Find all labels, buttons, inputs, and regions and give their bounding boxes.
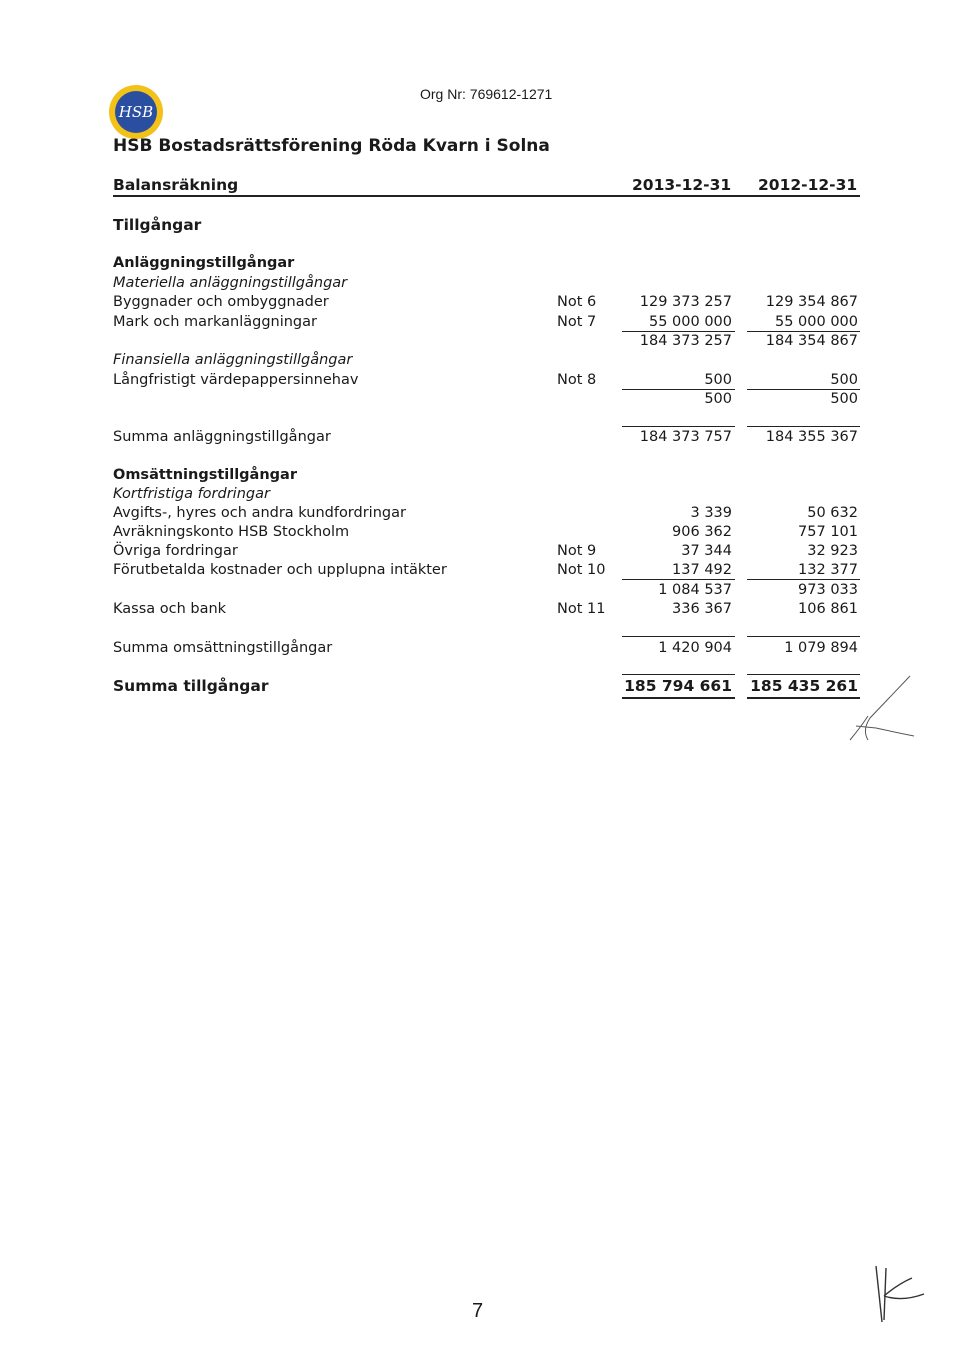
row-summa-anlaggningstillgangar: Summa anläggningstillgångar 184 373 757 184 355 367: [113, 429, 858, 445]
statement-title: Balansräkning: [113, 176, 239, 194]
handwritten-initials: [810, 670, 920, 750]
hsb-logo: [108, 84, 164, 140]
overline: [622, 636, 735, 637]
row-subtotal-kortfristiga: 1 084 537 973 033: [658, 582, 858, 598]
association-name: HSB Bostadsrättsförening Röda Kvarn i Solna: [113, 136, 550, 156]
row-ovriga-fordringar: Övriga fordringar Not 9 37 344 32 923: [113, 543, 858, 559]
row-avgifts: Avgifts-, hyres och andra kundfordringar 3 339 50 632: [113, 505, 858, 521]
section-tillgangar: Tillgångar: [113, 216, 202, 234]
handwritten-signature: [862, 1262, 932, 1332]
subheading-materiella: Materiella anläggningstillgångar: [113, 275, 348, 291]
row-forutbetalda: Förutbetalda kostnader och upplupna intäkter Not 10 137 492 132 377: [113, 562, 858, 578]
row-summa-omsattningstillgangar: Summa omsättningstillgångar 1 420 904 1 079 894: [113, 640, 858, 656]
row-byggnader: Byggnader och ombyggnader Not 6 129 373 257 129 354 867: [113, 294, 858, 310]
row-mark: Mark och markanläggningar Not 7 55 000 000 55 000 000: [113, 314, 858, 330]
heading-omsattningstillgangar: Omsättningstillgångar: [113, 467, 297, 483]
subheading-finansiella: Finansiella anläggningstillgångar: [113, 352, 353, 368]
column-header-2013: 2013-12-31: [632, 176, 732, 194]
subheading-kortfristiga: Kortfristiga fordringar: [113, 486, 270, 502]
double-underline: [622, 697, 735, 699]
overline: [747, 636, 860, 637]
page-number: 7: [472, 1300, 484, 1322]
row-summa-tillgangar: Summa tillgångar 185 794 661 185 435 261: [113, 677, 858, 695]
row-subtotal-finansiella: 500 500: [704, 391, 858, 407]
row-kassa-och-bank: Kassa och bank Not 11 336 367 106 861: [113, 601, 858, 617]
logo-text: HSB: [118, 103, 154, 121]
column-header-2012: 2012-12-31: [758, 176, 858, 194]
header-rule: [113, 195, 860, 197]
row-langfristigt: Långfristigt värdepappersinnehav Not 8 500 500: [113, 372, 858, 388]
row-avrakningskonto: Avräkningskonto HSB Stockholm 906 362 757 101: [113, 524, 858, 540]
row-subtotal-materiella: 184 373 257 184 354 867: [639, 333, 858, 349]
heading-anlaggningstillgangar: Anläggningstillgångar: [113, 255, 295, 271]
org-number: Org Nr: 769612-1271: [420, 86, 553, 102]
overline: [622, 674, 735, 675]
